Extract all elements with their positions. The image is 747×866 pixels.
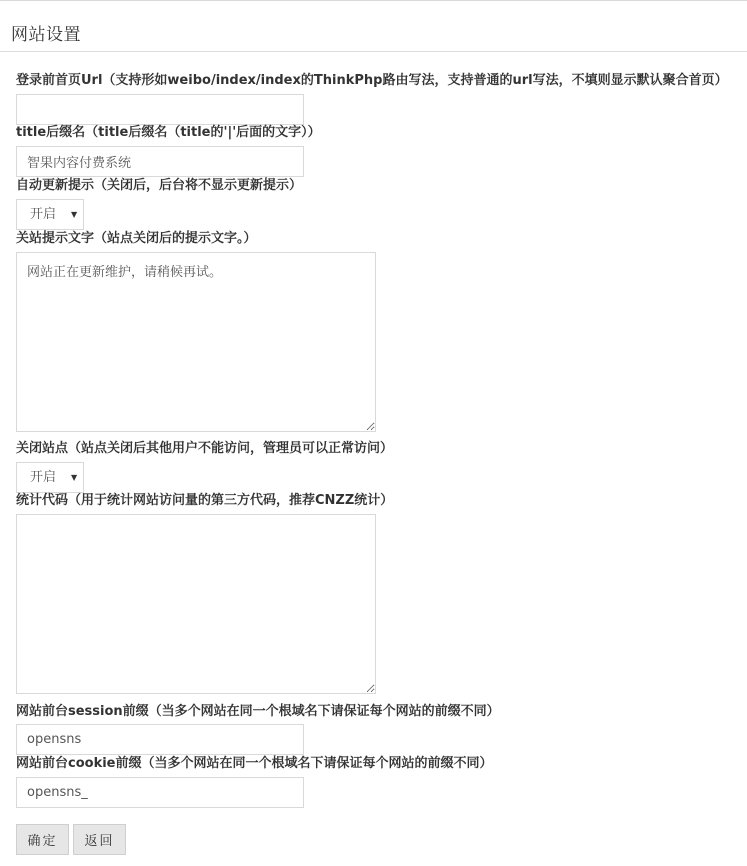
title-suffix-label: title后缀名（title后缀名（title的'|'后面的文字））: [16, 125, 321, 140]
close-message-textarea[interactable]: [16, 252, 376, 432]
homepage-url-input[interactable]: [16, 94, 304, 125]
chevron-down-icon: ▼: [71, 473, 78, 482]
confirm-button[interactable]: 确定: [16, 824, 69, 855]
stats-code-textarea[interactable]: [16, 514, 376, 694]
close-site-select[interactable]: [16, 462, 84, 493]
chevron-down-icon: ▼: [71, 210, 78, 219]
page-title: 网站设置: [11, 25, 81, 45]
cookie-prefix-label: 网站前台cookie前缀（当多个网站在同一个根域名下请保证每个网站的前缀不同）: [16, 756, 493, 771]
cookie-prefix-input[interactable]: [16, 777, 304, 808]
auto-update-selected-value: 开启: [30, 207, 57, 222]
homepage-url-label: 登录前首页Url（支持形如weibo/index/index的ThinkPhp路由写法，支持普通的url写法，不填则显示默认聚合首页）: [16, 73, 728, 88]
close-site-label: 关闭站点（站点关闭后其他用户不能访问，管理员可以正常访问）: [16, 441, 394, 456]
auto-update-label: 自动更新提示（关闭后，后台将不显示更新提示）: [16, 178, 303, 193]
title-suffix-input[interactable]: [16, 146, 304, 177]
session-prefix-label: 网站前台session前缀（当多个网站在同一个根域名下请保证每个网站的前缀不同）: [16, 704, 500, 719]
back-button[interactable]: 返回: [73, 824, 126, 855]
stats-code-label: 统计代码（用于统计网站访问量的第三方代码，推荐CNZZ统计）: [16, 493, 394, 508]
auto-update-select[interactable]: [16, 199, 84, 230]
session-prefix-input[interactable]: [16, 724, 304, 755]
close-site-selected-value: 开启: [30, 470, 57, 485]
close-message-label: 关站提示文字（站点关闭后的提示文字。）: [16, 231, 257, 246]
